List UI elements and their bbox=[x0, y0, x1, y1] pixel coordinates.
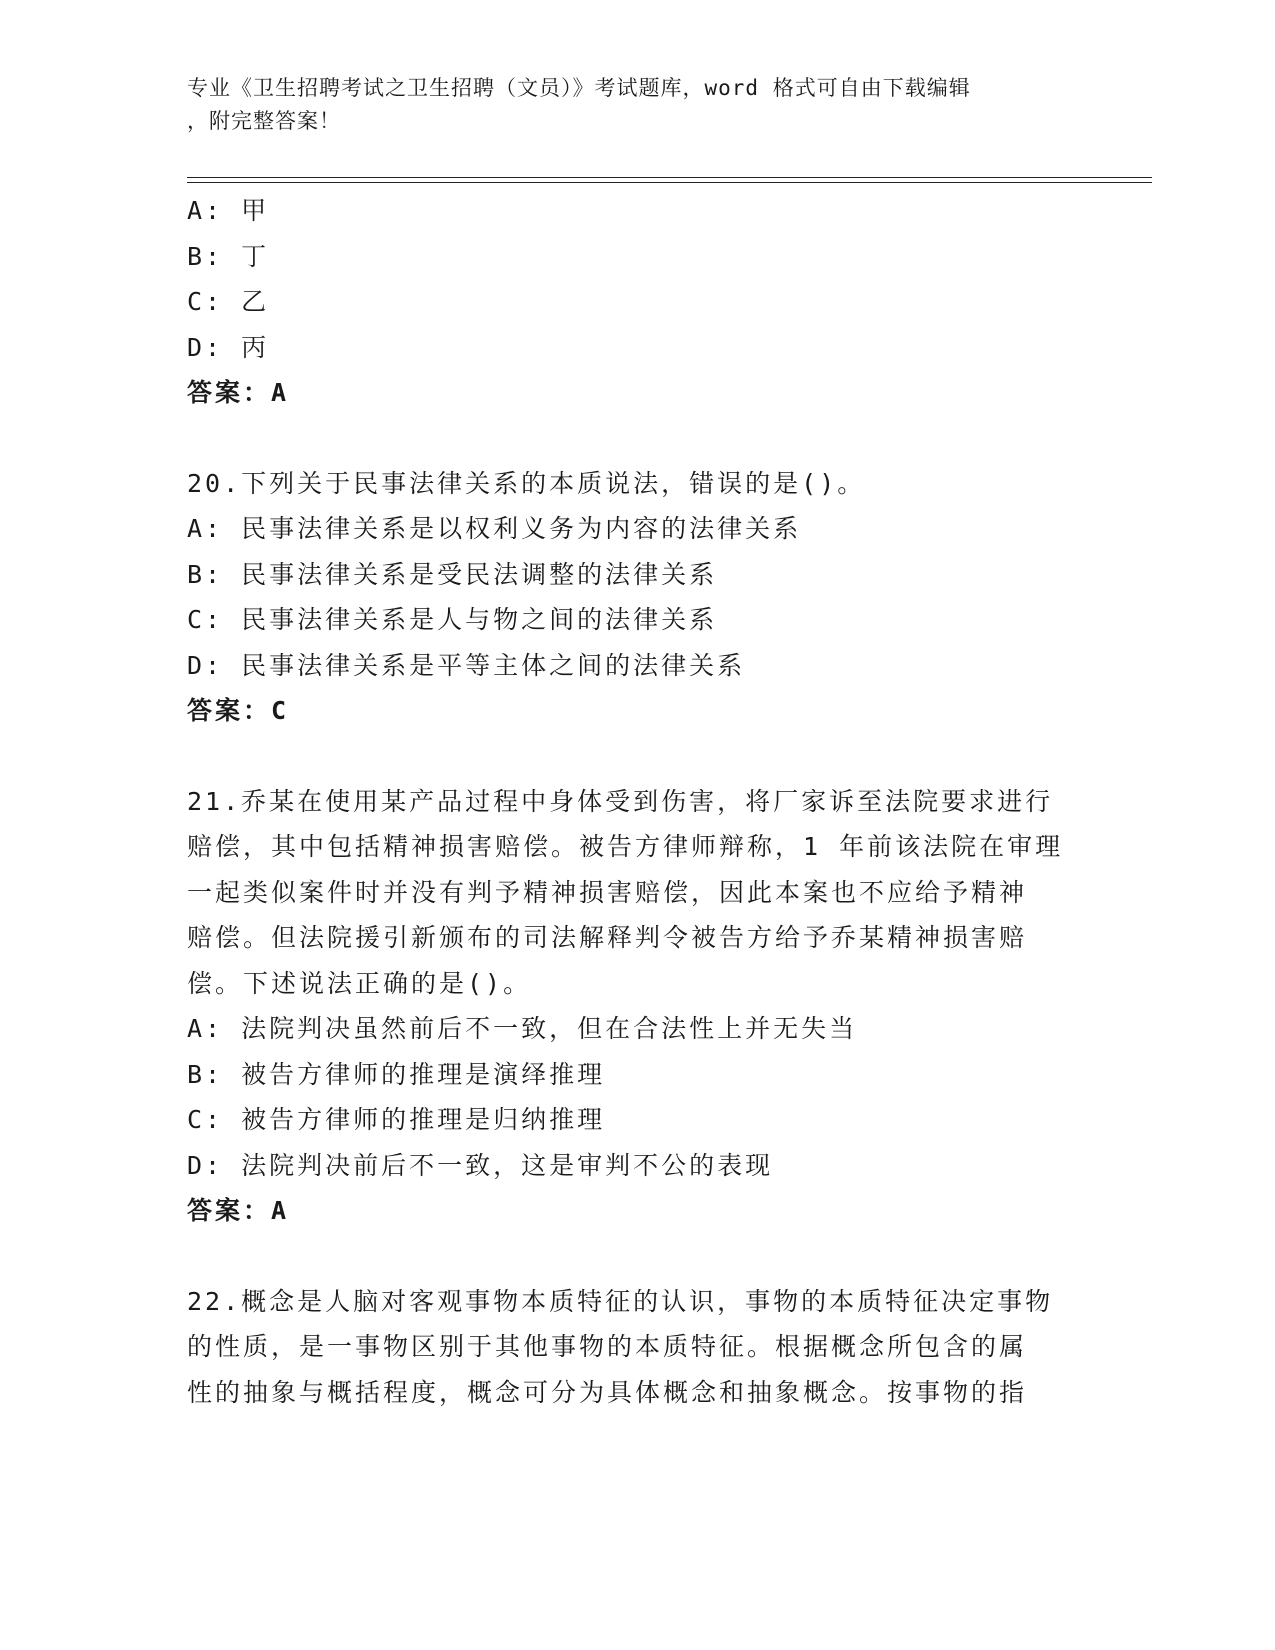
question-19 bbox=[187, 188, 1087, 416]
option-b: B: 民事法律关系是受民法调整的法律关系 bbox=[187, 559, 718, 589]
option-d: D: 民事法律关系是平等主体之间的法律关系 bbox=[187, 650, 746, 680]
header-rule-bottom bbox=[187, 182, 1152, 183]
answer: 答案：C bbox=[187, 696, 290, 725]
question-text-line: 22.概念是人脑对客观事物本质特征的认识，事物的本质特征决定事物 bbox=[187, 1286, 1054, 1316]
document-body bbox=[187, 188, 1087, 1415]
question-21 bbox=[187, 779, 1087, 1234]
question-text-line: 赔偿，其中包括精神损害赔偿。被告方律师辩称，1 年前该法院在审理 bbox=[187, 832, 1064, 861]
option-b: B: 被告方律师的推理是演绎推理 bbox=[187, 1059, 606, 1089]
option-c: C: 乙 bbox=[187, 287, 270, 316]
question-text-line: 偿。下述说法正确的是()。 bbox=[187, 968, 532, 998]
option-a: A: 法院判决虽然前后不一致，但在合法性上并无失当 bbox=[187, 1014, 858, 1043]
question-text-line: 性的抽象与概括程度，概念可分为具体概念和抽象概念。按事物的指 bbox=[187, 1377, 1028, 1407]
question-text-line: 赔偿。但法院援引新颁布的司法解释判令被告方给予乔某精神损害赔 bbox=[187, 923, 1028, 952]
spacer bbox=[187, 734, 1087, 779]
option-c: C: 被告方律师的推理是归纳推理 bbox=[187, 1105, 606, 1134]
option-b: B: 丁 bbox=[187, 241, 270, 271]
question-text: 20.下列关于民事法律关系的本质说法，错误的是()。 bbox=[187, 468, 866, 498]
option-a: A: 甲 bbox=[187, 196, 270, 225]
answer: 答案：A bbox=[187, 1196, 290, 1225]
spacer bbox=[187, 416, 1087, 461]
header-line-1: 专业《卫生招聘考试之卫生招聘（文员）》考试题库，word 格式可自由下载编辑 bbox=[187, 76, 971, 100]
option-d: D: 丙 bbox=[187, 332, 270, 362]
answer: 答案：A bbox=[187, 378, 290, 407]
question-text-line: 21.乔某在使用某产品过程中身体受到伤害，将厂家诉至法院要求进行 bbox=[187, 786, 1054, 816]
option-a: A: 民事法律关系是以权利义务为内容的法律关系 bbox=[187, 514, 802, 543]
document-header bbox=[187, 72, 1087, 138]
question-22 bbox=[187, 1279, 1087, 1416]
option-d: D: 法院判决前后不一致，这是审判不公的表现 bbox=[187, 1150, 774, 1180]
question-text-line: 的性质，是一事物区别于其他事物的本质特征。根据概念所包含的属 bbox=[187, 1332, 1028, 1361]
question-text-line: 一起类似案件时并没有判予精神损害赔偿，因此本案也不应给予精神 bbox=[187, 877, 1028, 907]
question-20 bbox=[187, 461, 1087, 734]
header-line-2: ，附完整答案！ bbox=[187, 109, 341, 133]
spacer bbox=[187, 1234, 1087, 1279]
header-rule-top bbox=[187, 177, 1152, 178]
option-c: C: 民事法律关系是人与物之间的法律关系 bbox=[187, 605, 718, 634]
